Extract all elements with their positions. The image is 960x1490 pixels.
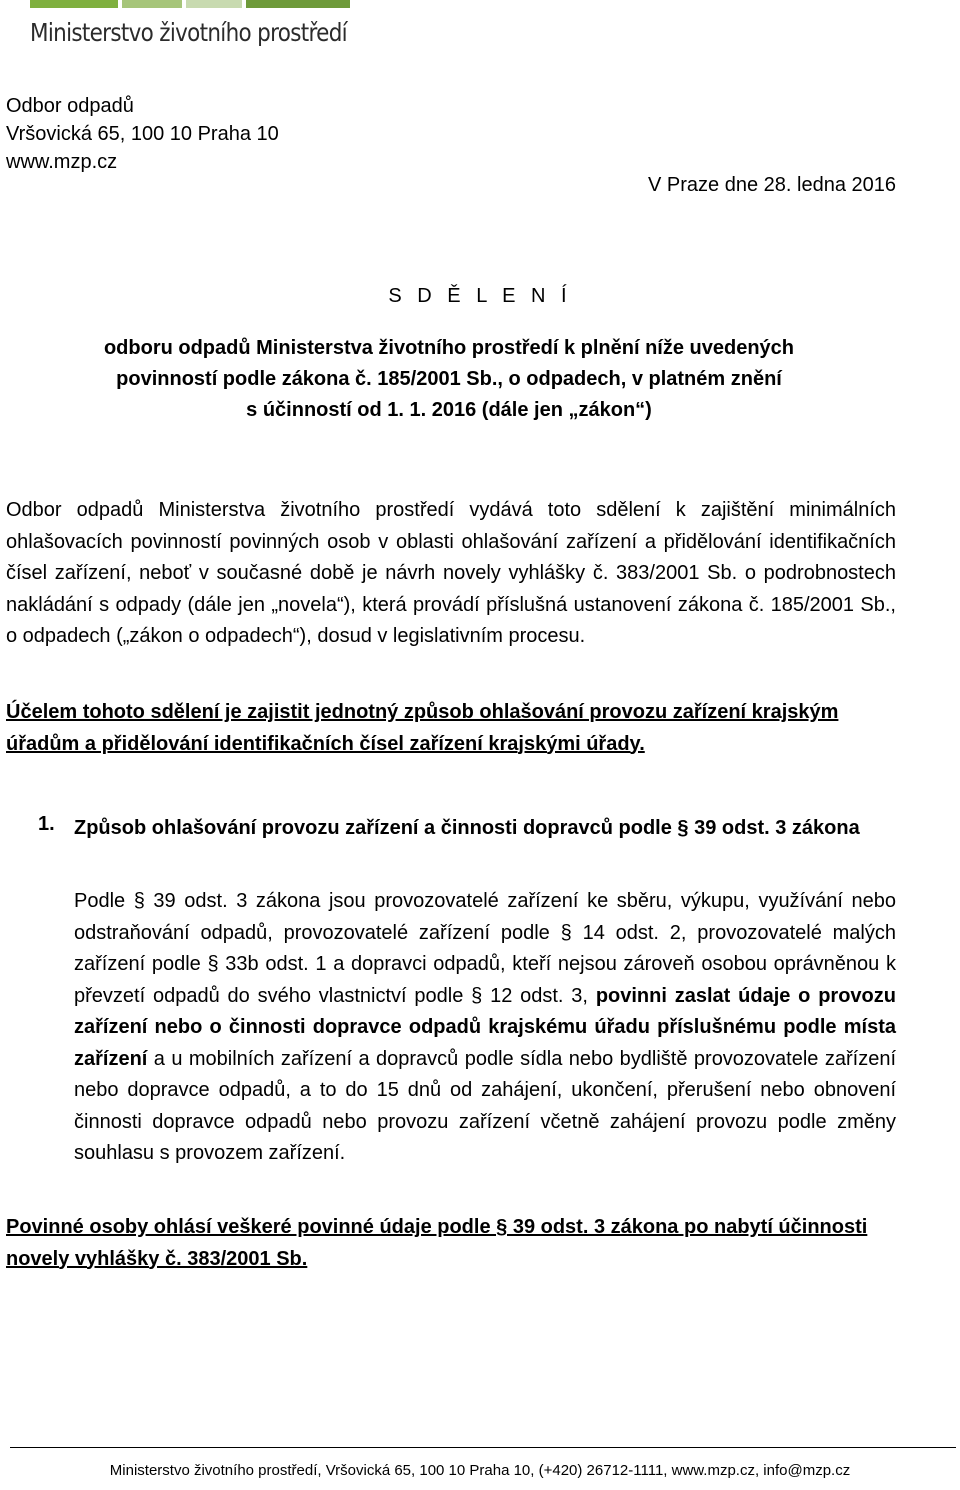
subtitle-line: povinností podle zákona č. 185/2001 Sb., o odpadech, v platném znění — [116, 368, 782, 390]
page-footer: Ministerstvo životního prostředí, Vršovická 65, 100 10 Praha 10, (+420) 26712-1111, www.mzp.cz, info@mzp.cz — [109, 1462, 851, 1479]
document-date: V Praze dne 28. ledna 2016 — [648, 174, 896, 196]
sender-address-block — [6, 92, 279, 176]
logo-bar — [30, 0, 118, 8]
subtitle-line: s účinností od 1. 1. 2016 (dále jen „zákon“) — [246, 399, 652, 421]
section-body-text: a u mobilních zařízení a dopravců podle sídla nebo bydliště provozovatele zařízení nebo dopravce odpadů, a to do 15 dnů od zahájení, ukončení, přerušení nebo obnovení činnosti dopravce odpadů nebo provozu zařízení včetně zahájení provozu podle změny souhlasu s provozem zařízení. — [74, 1047, 896, 1164]
section-body-text: Podle § 39 odst. 3 zákona jsou provozovatelé zařízení ke sběru, výkupu, využívání nebo odstraňování odpadů, provozovatelé zařízení podle § 14 odst. 2, provozovatelé malých zařízení podle § 33b odst. 1 a dopravci odpadů, kteří nejsou zároveň osobou oprávněnou k převzetí odpadů do svého vlastnictví podle § 12 odst. 3, — [74, 890, 896, 1007]
logo-bar — [122, 0, 182, 8]
sender-website: www.mzp.cz — [6, 151, 118, 173]
logo-color-bars — [30, 0, 350, 8]
subtitle-line: odboru odpadů Ministerstva životního prostředí k plnění níže uvedených — [103, 337, 795, 359]
purpose-statement: Účelem tohoto sdělení je zajistit jednotný způsob ohlašování provozu zařízení krajským úřadům a přidělování identifikačních čísel zařízení krajskými úřady. — [6, 701, 839, 755]
document-subtitle — [0, 333, 898, 426]
intro-paragraph: Odbor odpadů Ministerstva životního prostředí vydává toto sdělení k zajištění minimálních ohlašovacích povinností povinných osob v oblasti ohlašování zařízení a přidělování identifikačních čísel zařízení, neboť v současné době je návrh novely vyhlášky č. 383/2001 Sb. o podrobnostech nakládání s odpady (dále jen „novela“), která provádí příslušná ustanovení zákona č. 185/2001 Sb., o odpadech („zákon o odpadech“), dosud v legislativním procesu. — [6, 499, 896, 647]
section-body-emphasis: povinni zaslat údaje o provozu zařízení nebo o činnosti dopravce odpadů krajskému úřadu příslušnému podle místa zařízení — [74, 984, 896, 1070]
logo-bar — [246, 0, 350, 8]
ministry-logo-text: Ministerstvo životního prostředí — [30, 18, 347, 47]
sender-department: Odbor odpadů — [6, 95, 134, 117]
section-number: 1. — [38, 813, 55, 835]
document-title: S D Ě L E N Í — [388, 285, 572, 307]
section-title: Způsob ohlašování provozu zařízení a činnosti dopravců podle § 39 odst. 3 zákona — [74, 817, 860, 839]
final-note: Povinné osoby ohlásí veškeré povinné údaje podle § 39 odst. 3 zákona po nabytí účinnosti novely vyhlášky č. 383/2001 Sb. — [6, 1216, 868, 1270]
section-body — [74, 886, 896, 1170]
sender-street-address: Vršovická 65, 100 10 Praha 10 — [6, 123, 279, 145]
logo-bar — [186, 0, 242, 8]
footer-divider — [10, 1447, 956, 1448]
